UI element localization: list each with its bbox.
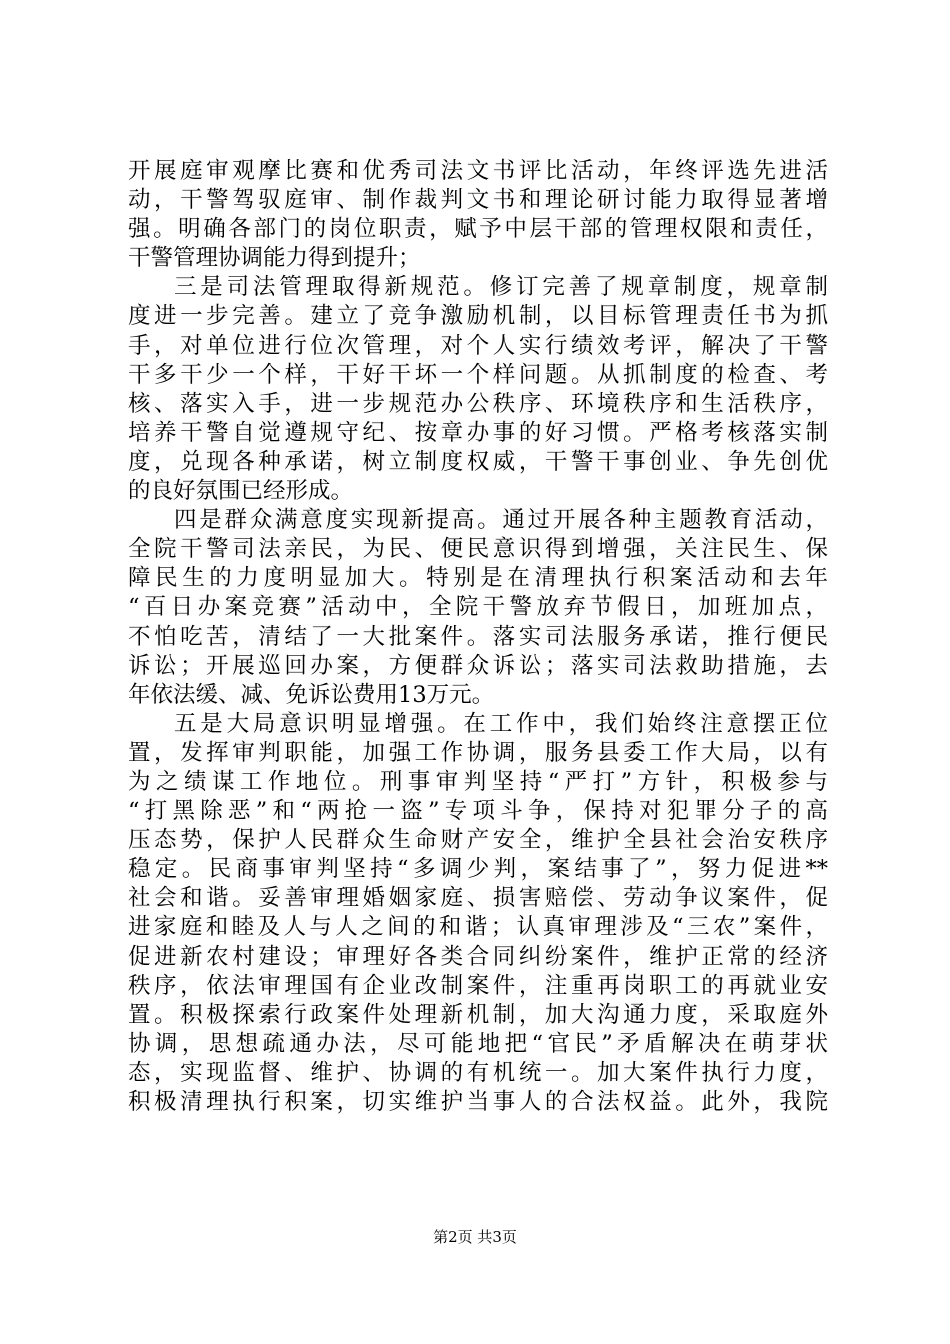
text-line: 为之绩谋工作地位。刑事审判坚持“严打”方针，积极参与 [128,768,828,795]
text-line: 强。明确各部门的岗位职责，赋予中层干部的管理权限和责任， [128,216,828,243]
text-line: 置，发挥审判职能，加强工作协调，服务县委工作大局，以有 [128,739,828,766]
text-line: 核、落实入手，进一步规范办公秩序、环境秩序和生活秩序， [128,390,828,417]
text-line: “打黑除恶”和“两抢一盗”专项斗争，保持对犯罪分子的高 [128,798,828,825]
document-body [128,157,828,1117]
page-footer [0,1227,950,1247]
text-line: 动，干警驾驭庭审、制作裁判文书和理论研讨能力取得显著增 [128,187,828,214]
text-line: 度进一步完善。建立了竞争激励机制，以目标管理责任书为抓 [128,303,828,330]
text-line: 年依法缓、减、免诉讼费用13万元。 [128,681,495,708]
text-line: 干多干少一个样，干好干坏一个样问题。从抓制度的检查、考 [128,361,828,388]
text-line: 压态势，保护人民群众生命财产安全，维护全县社会治安秩序 [128,827,828,854]
text-line: 培养干警自觉遵规守纪、按章办事的好习惯。严格考核落实制 [128,419,828,446]
text-line: 三是司法管理取得新规范。修订完善了规章制度，规章制 [174,274,828,301]
text-line: 促进新农村建设；审理好各类合同纠纷案件，维护正常的经济 [128,943,828,970]
text-line: 态，实现监督、维护、协调的有机统一。加大案件执行力度， [128,1059,828,1086]
text-line: 的良好氛围已经形成。 [128,478,354,505]
text-line: 秩序，依法审理国有企业改制案件，注重再岗职工的再就业安 [128,972,828,999]
text-line: “百日办案竞赛”活动中，全院干警放弃节假日，加班加点， [128,594,828,621]
page-number-label: 第2页 共3页 [433,1228,517,1246]
text-line: 四是群众满意度实现新提高。通过开展各种主题教育活动， [174,507,828,534]
text-line: 积极清理执行积案，切实维护当事人的合法权益。此外，我院 [128,1089,828,1115]
text-line: 障民生的力度明显加大。特别是在清理执行积案活动和去年 [128,565,828,592]
text-line: 度，兑现各种承诺，树立制度权威，干警干事创业、争先创优 [128,448,828,475]
text-line: 稳定。民商事审判坚持“多调少判，案结事了”，努力促进** [128,856,828,883]
text-line: 全院干警司法亲民，为民、便民意识得到增强，关注民生、保 [128,536,828,563]
text-line: 不怕吃苦，清结了一大批案件。落实司法服务承诺，推行便民 [128,623,828,650]
text-line: 诉讼；开展巡回办案，方便群众诉讼；落实司法救助措施，去 [128,652,828,679]
text-line: 手，对单位进行位次管理，对个人实行绩效考评，解决了干警 [128,332,828,359]
text-line: 社会和谐。妥善审理婚姻家庭、损害赔偿、劳动争议案件，促 [128,885,828,912]
text-line: 进家庭和睦及人与人之间的和谐；认真审理涉及“三农”案件， [128,914,828,941]
text-line: 干警管理协调能力得到提升； [128,245,421,272]
text-line: 协调，思想疏通办法，尽可能地把“官民”矛盾解决在萌芽状 [128,1030,828,1057]
text-line: 置。积极探索行政案件处理新机制，加大沟通力度，采取庭外 [128,1001,828,1028]
text-line: 五是大局意识明显增强。在工作中，我们始终注意摆正位 [174,710,828,737]
text-line: 开展庭审观摩比赛和优秀司法文书评比活动，年终评选先进活 [128,158,828,184]
